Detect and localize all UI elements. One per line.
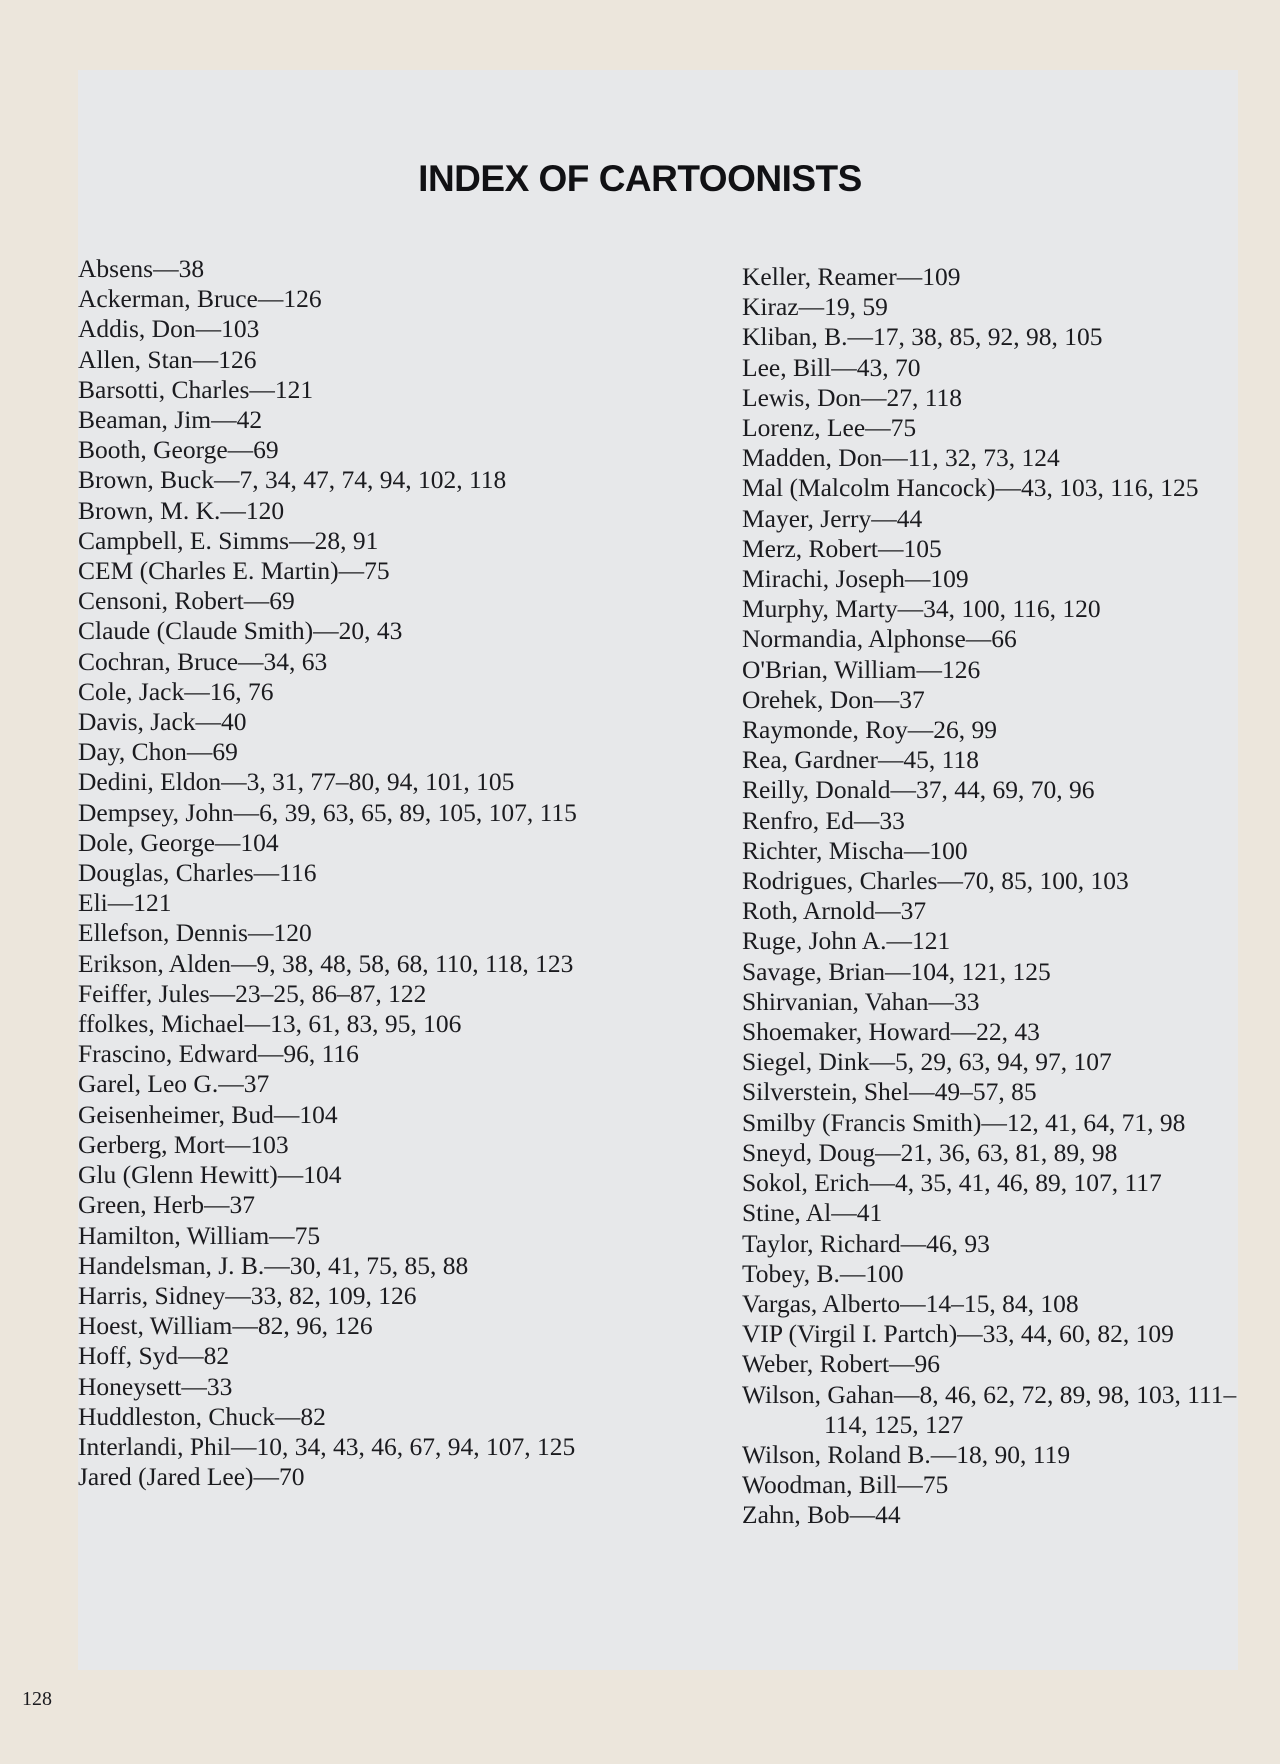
index-entry: Merz, Robert—105 <box>742 533 942 563</box>
index-entry: Claude (Claude Smith)—20, 43 <box>78 616 403 646</box>
index-entry: Richter, Mischa—100 <box>742 835 968 865</box>
index-entry: Madden, Don—11, 32, 73, 124 <box>742 443 1060 473</box>
index-entry: Mayer, Jerry—44 <box>742 503 923 533</box>
index-entry: Woodman, Bill—75 <box>742 1470 949 1500</box>
index-entry: Interlandi, Phil—10, 34, 43, 46, 67, 94, 107, 125 <box>78 1431 576 1461</box>
index-entry: Rodrigues, Charles—70, 85, 100, 103 <box>742 866 1129 896</box>
index-entry: Lewis, Don—27, 118 <box>742 382 963 412</box>
index-entry: Ackerman, Bruce—126 <box>78 284 322 314</box>
index-entry: Hoest, William—82, 96, 126 <box>78 1311 373 1341</box>
index-entry: Mal (Malcolm Hancock)—43, 103, 116, 125 <box>742 473 1199 503</box>
index-entry: Dedini, Eldon—3, 31, 77–80, 94, 101, 105 <box>78 767 515 797</box>
index-entry: Davis, Jack—40 <box>78 707 247 737</box>
index-entry: Erikson, Alden—9, 38, 48, 58, 68, 110, 118, 123 <box>78 948 574 978</box>
index-entry: VIP (Virgil I. Partch)—33, 44, 60, 82, 109 <box>742 1319 1174 1349</box>
index-entry: Brown, M. K.—120 <box>78 495 285 525</box>
index-entry: Handelsman, J. B.—30, 41, 75, 85, 88 <box>78 1250 469 1280</box>
index-entry: Huddleston, Chuck—82 <box>78 1401 326 1431</box>
index-entry: Harris, Sidney—33, 82, 109, 126 <box>78 1280 417 1310</box>
index-entry: Censoni, Robert—69 <box>78 586 295 616</box>
index-entry: Ruge, John A.—121 <box>742 926 951 956</box>
index-entry: Douglas, Charles—116 <box>78 858 317 888</box>
index-entry: Keller, Reamer—109 <box>742 262 961 291</box>
index-entry: Brown, Buck—7, 34, 47, 74, 94, 102, 118 <box>78 465 507 495</box>
index-entry: Silverstein, Shel—49–57, 85 <box>742 1077 1037 1107</box>
index-entry: ffolkes, Michael—13, 61, 83, 95, 106 <box>78 1009 462 1039</box>
page-number: 128 <box>22 1688 52 1710</box>
index-entry: Day, Chon—69 <box>78 737 238 767</box>
index-entry: Normandia, Alphonse—66 <box>742 624 1017 654</box>
index-entry: Eli—121 <box>78 888 172 918</box>
index-entry: Raymonde, Roy—26, 99 <box>742 715 997 745</box>
index-entry: Kiraz—19, 59 <box>742 292 888 322</box>
index-entry: Allen, Stan—126 <box>78 344 257 374</box>
index-entry: Kliban, B.—17, 38, 85, 92, 98, 105 <box>742 322 1103 352</box>
index-entry: Ellefson, Dennis—120 <box>78 918 312 948</box>
index-entry: O'Brian, William—126 <box>742 654 981 684</box>
index-entry: Absens—38 <box>78 254 205 283</box>
index-entry: Tobey, B.—100 <box>742 1258 904 1288</box>
index-entry: Stine, Al—41 <box>742 1198 883 1228</box>
index-entry: Cochran, Bruce—34, 63 <box>78 646 328 676</box>
index-entry: Glu (Glenn Hewitt)—104 <box>78 1160 342 1190</box>
index-entry: Lee, Bill—43, 70 <box>742 352 921 382</box>
index-entry: Taylor, Richard—46, 93 <box>742 1228 990 1258</box>
index-entry: Siegel, Dink—5, 29, 63, 94, 97, 107 <box>742 1047 1112 1077</box>
index-entry: Feiffer, Jules—23–25, 86–87, 122 <box>78 978 427 1008</box>
index-entry: Beaman, Jim—42 <box>78 405 263 435</box>
index-entry: Wilson, Roland B.—18, 90, 119 <box>742 1439 1071 1469</box>
page-title: INDEX OF CARTOONISTS <box>418 158 862 199</box>
index-entry: Renfro, Ed—33 <box>742 805 905 835</box>
index-entry: Green, Herb—37 <box>78 1190 256 1220</box>
index-entry: Roth, Arnold—37 <box>742 896 927 926</box>
index-entry: Vargas, Alberto—14–15, 84, 108 <box>742 1288 1079 1318</box>
index-entry: Sneyd, Doug—21, 36, 63, 81, 89, 98 <box>742 1137 1118 1167</box>
index-entry: Dole, George—104 <box>78 827 279 857</box>
index-entry: Orehek, Don—37 <box>742 684 925 714</box>
index-entry: Jared (Jared Lee)—70 <box>78 1462 305 1492</box>
index-entry: Campbell, E. Simms—28, 91 <box>78 525 379 555</box>
index-entry: Hamilton, William—75 <box>78 1220 321 1250</box>
index-entry: Rea, Gardner—45, 118 <box>742 745 979 775</box>
index-entry: Hoff, Syd—82 <box>78 1341 230 1371</box>
index-entry: Geisenheimer, Bud—104 <box>78 1099 338 1129</box>
index-entry: Honeysett—33 <box>78 1371 233 1401</box>
index-entry: Smilby (Francis Smith)—12, 41, 64, 71, 98 <box>742 1107 1186 1137</box>
index-entry: Frascino, Edward—96, 116 <box>78 1039 359 1069</box>
index-entry: Reilly, Donald—37, 44, 69, 70, 96 <box>742 775 1095 805</box>
index-entry: Savage, Brian—104, 121, 125 <box>742 956 1051 986</box>
index-entry: CEM (Charles E. Martin)—75 <box>78 556 390 586</box>
index-entry: Dempsey, John—6, 39, 63, 65, 89, 105, 107, 115 <box>78 797 577 827</box>
index-column-left <box>78 254 638 1492</box>
index-entry: Garel, Leo G.—37 <box>78 1069 270 1099</box>
index-entry: Mirachi, Joseph—109 <box>742 564 969 594</box>
index-entry: Addis, Don—103 <box>78 314 260 344</box>
index-entry: Gerberg, Mort—103 <box>78 1129 289 1159</box>
index-column-right <box>742 262 1262 1531</box>
index-entry: Shirvanian, Vahan—33 <box>742 986 980 1016</box>
index-entry: Booth, George—69 <box>78 435 279 465</box>
index-entry: Sokol, Erich—4, 35, 41, 46, 89, 107, 117 <box>742 1168 1162 1198</box>
index-entry: Murphy, Marty—34, 100, 116, 120 <box>742 594 1101 624</box>
index-entry: Lorenz, Lee—75 <box>742 413 917 443</box>
index-entry: Zahn, Bob—44 <box>742 1500 901 1530</box>
index-entry: Cole, Jack—16, 76 <box>78 676 274 706</box>
index-entry: Barsotti, Charles—121 <box>78 374 314 404</box>
index-entry: Weber, Robert—96 <box>742 1349 941 1379</box>
index-entry: Shoemaker, Howard—22, 43 <box>742 1017 1040 1047</box>
index-entry: Wilson, Gahan—8, 46, 62, 72, 89, 98, 103, 111–114, 125, 127 <box>742 1379 1237 1439</box>
